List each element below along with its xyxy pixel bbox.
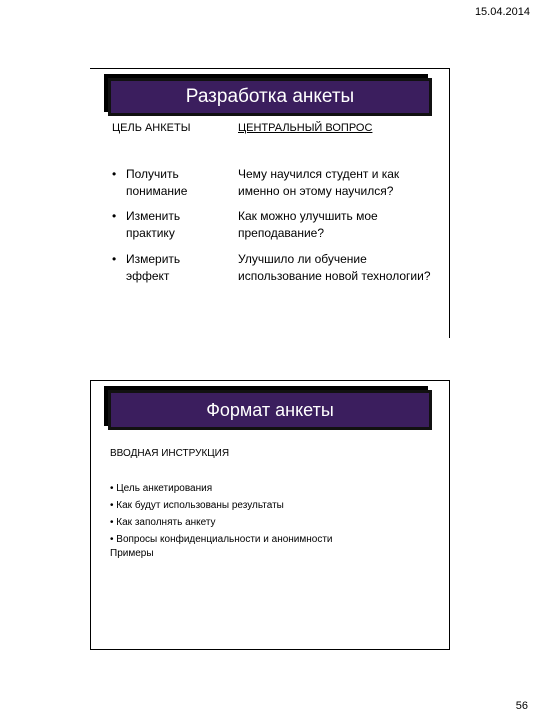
instruction-list — [110, 480, 333, 548]
column-heading-goal: ЦЕЛЬ АНКЕТЫ — [112, 122, 191, 134]
list-item: • Как заполнять анкету — [110, 517, 216, 528]
slide-right-border — [449, 380, 450, 650]
page-date: 15.04.2014 — [474, 6, 530, 18]
question-text: Чему научился студент и как именно он этому научился? — [238, 167, 400, 198]
examples-label: Примеры — [110, 548, 154, 559]
list-item: • Как будут использованы результаты — [110, 500, 284, 511]
slide-title: Формат анкеты — [206, 399, 334, 420]
goal-cell — [112, 166, 222, 200]
bullet-icon: • — [112, 252, 117, 266]
intro-heading: ВВОДНАЯ ИНСТРУКЦИЯ — [110, 448, 230, 459]
question-text: Как можно улучшить мое преподавание? — [238, 209, 378, 240]
slide-questionnaire-format — [90, 380, 450, 650]
slide-title: Разработка анкеты — [185, 86, 355, 107]
list-item: • Цель анкетирования — [110, 483, 213, 494]
bullet-icon: • — [112, 209, 117, 223]
slide-left-border — [90, 380, 91, 650]
slide-bottom-border — [90, 649, 450, 650]
slide-questionnaire-design — [90, 68, 450, 338]
goal-cell — [112, 208, 222, 242]
slide-title-banner — [108, 390, 432, 430]
list-item: • Вопросы конфиденциальности и анонимности — [110, 534, 333, 545]
goal-text: Изменить практику — [126, 209, 181, 240]
goal-text: Получить понимание — [126, 167, 188, 198]
slide-right-border — [449, 68, 450, 338]
column-heading-question: ЦЕНТРАЛЬНЫЙ ВОПРОС — [238, 122, 373, 134]
slide-top-border — [90, 380, 450, 381]
goal-text: Измерить эффект — [126, 252, 181, 283]
bullet-icon: • — [112, 167, 117, 181]
goal-cell — [112, 251, 222, 285]
slide-top-border — [90, 68, 450, 69]
slide-title-banner — [108, 78, 432, 116]
page-number: 56 — [515, 700, 528, 712]
question-text: Улучшило ли обучение использование новой технологии? — [238, 252, 431, 283]
